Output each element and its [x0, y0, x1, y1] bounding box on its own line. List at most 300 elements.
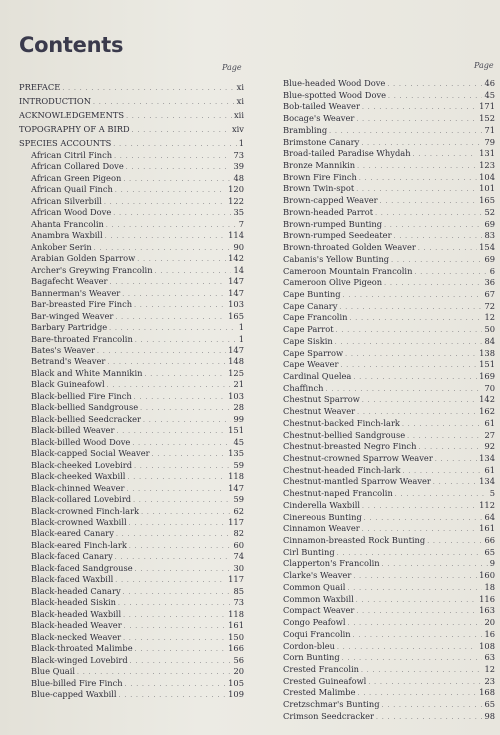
toc-entry [283, 137, 495, 149]
dot-leader [326, 384, 483, 395]
entry-name: Brambling [283, 124, 328, 135]
entry-name: Black-crowned Finch-lark [31, 505, 140, 516]
entry-name: Chestnut-naped Francolin [283, 488, 393, 499]
dot-leader [137, 254, 226, 264]
entry-name: Chestnut-mantled Sparrow Weaver [283, 476, 431, 487]
toc-entry [19, 414, 244, 425]
entry-page-number: 116 [479, 593, 495, 604]
entry-page-number: 147 [228, 287, 244, 298]
entry-name: Black-bellied Seedcracker [31, 413, 141, 424]
entry-page-number: 52 [484, 206, 495, 217]
dot-leader [335, 337, 483, 348]
dot-leader [134, 461, 231, 471]
toc-entry [283, 523, 495, 535]
entry-name: Ankober Serin [31, 241, 92, 252]
dot-leader [356, 606, 477, 617]
dot-leader [93, 96, 235, 108]
toc-entry [19, 471, 244, 482]
entry-page-number: 1 [238, 138, 244, 148]
entry-name: Black-cheeked Lovebird [31, 459, 133, 470]
dot-leader [361, 138, 482, 149]
dot-leader [94, 243, 232, 253]
entry-page-number: 12 [484, 663, 495, 674]
entry-page-number: 71 [484, 124, 495, 135]
toc-entry [283, 547, 495, 559]
entry-name: Archer's Greywing Francolin [31, 264, 153, 275]
entry-page-number: xi [236, 82, 244, 92]
toc-entry [19, 437, 244, 448]
entry-page-number: 70 [484, 382, 495, 393]
entry-name: Common Waxbill [283, 593, 354, 604]
toc-entry [19, 460, 244, 471]
entry-page-number: 27 [484, 429, 495, 440]
dot-leader [107, 357, 226, 367]
dot-leader [347, 583, 482, 594]
toc-entry [283, 160, 495, 172]
entry-page-number: 61 [484, 417, 495, 428]
dot-leader [141, 507, 231, 517]
entry-name: Chestnut-bellied Sandgrouse [283, 429, 406, 440]
dot-leader [345, 349, 477, 360]
entry-name: Blue Quail [31, 666, 76, 677]
toc-entry [19, 230, 244, 241]
entry-name: Cirl Bunting [283, 546, 335, 557]
entry-page-number: 101 [479, 183, 495, 194]
toc-entry [283, 207, 495, 219]
entry-page-number: 14 [233, 264, 244, 275]
entry-name: African Silverbill [31, 195, 102, 206]
dot-leader [113, 208, 231, 218]
entry-page-number: 69 [484, 253, 495, 264]
dot-leader [126, 110, 232, 122]
entry-page-number: 151 [479, 359, 495, 370]
toc-entry [283, 312, 495, 324]
toc-entry [283, 324, 495, 336]
entry-page-number: 165 [228, 310, 244, 321]
toc-entry [283, 687, 495, 699]
entry-page-number: 9 [489, 558, 495, 569]
entry-page-number: 160 [479, 570, 495, 581]
entry-name: Bronze Mannikin [283, 160, 356, 171]
dot-leader [125, 679, 227, 689]
toc-entry [19, 253, 244, 264]
dot-leader [353, 571, 477, 582]
entry-page-number: 21 [233, 379, 244, 390]
contents-column-right [283, 78, 495, 723]
toc-entry [19, 506, 244, 517]
dot-leader [427, 536, 482, 547]
entry-name: Bob-tailed Weaver [283, 101, 360, 112]
dot-leader [384, 220, 482, 231]
entry-page-number: 45 [484, 89, 495, 100]
entry-name: Chestnut-headed Finch-lark [283, 464, 401, 475]
entry-page-number: 161 [228, 620, 244, 631]
entry-page-number: 134 [479, 453, 495, 463]
entry-name: Brown-capped Weaver [283, 195, 378, 206]
dot-leader [358, 688, 478, 699]
entry-name: Black-collared Lovebird [31, 494, 132, 505]
toc-entry [283, 242, 495, 254]
entry-page-number: 72 [484, 300, 495, 311]
toc-entry [283, 78, 495, 90]
dot-leader [110, 277, 227, 287]
entry-name: Black-necked Weaver [31, 631, 122, 642]
entry-name: Bar-breasted Fire Finch [31, 299, 133, 310]
dot-leader [77, 667, 231, 677]
dot-leader [357, 161, 477, 172]
entry-page-number: 6 [489, 265, 495, 276]
entry-page-number: 35 [233, 207, 244, 218]
dot-leader [387, 79, 482, 90]
toc-entry [19, 483, 244, 494]
entry-name: PREFACE [19, 82, 61, 92]
toc-entry [283, 254, 495, 266]
entry-page-number: 150 [228, 631, 244, 642]
entry-name: Brown-rumped Seedeater [283, 230, 392, 241]
toc-entry [283, 570, 495, 582]
entry-name: Cinnamon Weaver [283, 523, 360, 534]
dot-leader [116, 426, 226, 436]
page-title: Contents [19, 33, 124, 57]
entry-name: Cinderella Waxbill [283, 499, 361, 510]
entry-page-number: 69 [484, 218, 495, 229]
entry-page-number: 165 [479, 195, 495, 206]
dot-leader [155, 266, 232, 276]
entry-name: Cape Parrot [283, 324, 334, 335]
toc-entry [283, 558, 495, 570]
dot-leader [133, 495, 231, 505]
entry-name: Cape Weaver [283, 359, 339, 370]
entry-page-number: 20 [233, 666, 244, 677]
toc-entry [19, 528, 244, 539]
entry-page-number: 30 [233, 562, 244, 573]
entry-name: Bocage's Weaver [283, 113, 355, 124]
entry-page-number: 147 [228, 482, 244, 493]
entry-name: Compact Weaver [283, 605, 355, 616]
toc-entry [283, 406, 495, 418]
toc-entry [19, 425, 244, 436]
dot-leader [106, 220, 237, 230]
toc-entry [19, 136, 244, 150]
entry-page-number: 117 [228, 574, 244, 585]
toc-entry [19, 620, 244, 631]
dot-leader [135, 644, 227, 654]
dot-leader [353, 630, 483, 641]
dot-leader [115, 552, 232, 562]
entry-page-number: 18 [484, 581, 495, 592]
toc-entry [19, 655, 244, 666]
entry-page-number: 125 [228, 367, 244, 378]
entry-name: Brimstone Canary [283, 136, 360, 147]
dot-leader [337, 642, 477, 653]
entry-page-number: 154 [479, 242, 495, 253]
dot-leader [329, 126, 482, 137]
dot-leader [391, 255, 482, 266]
toc-entry [283, 488, 495, 500]
entry-name: Cape Canary [283, 300, 338, 311]
toc-entry [283, 476, 495, 488]
entry-name: Black-chinned Weaver [31, 482, 125, 493]
toc-entry [19, 207, 244, 218]
toc-entry [283, 230, 495, 242]
entry-page-number: 104 [479, 171, 495, 182]
dot-leader [382, 559, 488, 570]
entry-page-number: 148 [228, 356, 244, 367]
entry-name: Chaffinch [283, 382, 324, 393]
dot-leader [114, 151, 231, 161]
dot-leader [414, 267, 487, 278]
entry-name: Black-eared Canary [31, 528, 114, 539]
entry-name: Cameroon Mountain Francolin [283, 265, 413, 276]
dot-leader [116, 529, 231, 539]
entry-page-number: 152 [479, 113, 495, 124]
entry-name: Brown-headed Parrot [283, 206, 374, 217]
dot-leader [368, 677, 482, 688]
dot-leader [356, 184, 477, 195]
entry-page-number: 56 [233, 654, 244, 665]
toc-entry [283, 465, 495, 477]
entry-name: Congo Peafowl [283, 617, 346, 628]
entry-name: Ahanta Francolin [31, 218, 104, 229]
entry-name: Blue-capped Waxbill [31, 689, 117, 700]
dot-leader [152, 449, 227, 459]
entry-page-number: 1 [238, 333, 244, 344]
toc-entry [283, 629, 495, 641]
toc-entry [19, 540, 244, 551]
entry-name: Chestnut-crowned Sparrow Weaver [283, 453, 433, 463]
toc-entry [283, 101, 495, 113]
entry-name: Betrand's Weaver [31, 356, 106, 367]
toc-entry [283, 711, 495, 723]
entry-page-number: 65 [484, 699, 495, 710]
entry-name: Black-capped Social Weaver [31, 448, 150, 459]
entry-page-number: 166 [228, 643, 244, 654]
dot-leader [127, 472, 226, 482]
entry-page-number: 65 [484, 546, 495, 557]
toc-entry [283, 348, 495, 360]
entry-page-number: 118 [228, 608, 244, 619]
entry-page-number: 73 [233, 150, 244, 160]
dot-leader [376, 712, 482, 723]
entry-page-number: 48 [233, 172, 244, 183]
entry-page-number: 82 [233, 528, 244, 539]
toc-entry [19, 276, 244, 287]
entry-name: TOPOGRAPHY OF A BIRD [19, 124, 130, 134]
entry-name: Cape Francolin [283, 312, 348, 323]
dot-leader [132, 124, 230, 136]
entry-page-number: 163 [479, 605, 495, 616]
dot-leader [105, 231, 226, 241]
toc-entry [283, 582, 495, 594]
dot-leader [353, 372, 477, 383]
dot-leader [362, 102, 477, 113]
toc-entry [283, 125, 495, 137]
entry-page-number: 122 [228, 195, 244, 206]
dot-leader [97, 346, 226, 356]
entry-name: Bare-throated Francolin [31, 333, 133, 344]
toc-entry [283, 500, 495, 512]
dot-leader [402, 419, 482, 430]
toc-entry [283, 418, 495, 430]
toc-entry [19, 689, 244, 700]
entry-page-number: 39 [233, 161, 244, 172]
dot-leader [395, 489, 488, 500]
entry-name: Crested Francolin [283, 663, 359, 674]
entry-name: Chestnut Sparrow [283, 394, 360, 405]
dot-leader [135, 564, 232, 574]
entry-page-number: 60 [233, 539, 244, 550]
dot-leader [107, 380, 232, 390]
toc-entry [19, 379, 244, 390]
toc-entry [283, 430, 495, 442]
entry-page-number: 168 [479, 687, 495, 698]
entry-page-number: 28 [233, 402, 244, 413]
entry-page-number: 114 [228, 230, 244, 241]
entry-page-number: 79 [484, 136, 495, 147]
toc-entry [19, 299, 244, 310]
dot-leader [394, 231, 483, 242]
entry-page-number: 135 [228, 448, 244, 459]
toc-entry [283, 301, 495, 313]
toc-entry [283, 641, 495, 653]
entry-page-number: 62 [233, 505, 244, 516]
entry-page-number: 105 [228, 677, 244, 688]
entry-name: Cape Sparrow [283, 347, 344, 358]
entry-name: Black-billed Wood Dove [31, 436, 131, 447]
dot-leader [140, 403, 231, 413]
entry-name: Black-faced Canary [31, 551, 113, 562]
entry-page-number: 59 [233, 494, 244, 505]
entry-name: Black-faced Waxbill [31, 574, 114, 585]
entry-page-number: 67 [484, 288, 495, 299]
toc-entry [283, 359, 495, 371]
entry-page-number: 64 [484, 511, 495, 522]
toc-entry [19, 334, 244, 345]
toc-entry [283, 453, 495, 465]
contents-column-left [19, 80, 244, 701]
toc-entry [283, 371, 495, 383]
dot-leader [388, 91, 482, 102]
entry-page-number: 1 [238, 322, 244, 333]
entry-name: Blue-headed Wood Dove [283, 78, 386, 88]
dot-leader [435, 454, 477, 465]
entry-page-number: 161 [479, 523, 495, 534]
entry-name: African Green Pigeon [31, 172, 122, 183]
dot-leader [132, 438, 231, 448]
dot-leader [135, 335, 237, 345]
dot-leader [143, 415, 231, 425]
entry-name: Black-cheeked Waxbill [31, 471, 126, 482]
entry-name: Anambra Waxbill [31, 230, 103, 241]
entry-name: Crested Guineafowl [283, 675, 367, 686]
entry-name: Cinereous Bunting [283, 511, 362, 522]
toc-entry [19, 108, 244, 122]
entry-page-number: 118 [228, 471, 244, 482]
dot-leader [127, 484, 227, 494]
toc-entry [283, 383, 495, 395]
dot-leader [362, 501, 477, 512]
entry-page-number: 120 [228, 184, 244, 195]
entry-name: Corn Bunting [283, 652, 340, 663]
entry-name: Cameroon Olive Pigeon [283, 277, 383, 288]
entry-page-number: 147 [228, 276, 244, 287]
toc-entry [19, 609, 244, 620]
dot-leader [113, 138, 236, 150]
entry-page-number: 84 [484, 335, 495, 346]
entry-name: Brown Fire Finch [283, 171, 357, 182]
entry-name: Black-throated Malimbe [31, 643, 133, 654]
dot-leader [62, 82, 234, 94]
toc-entry [283, 90, 495, 102]
entry-page-number: 138 [479, 347, 495, 358]
dot-leader [123, 587, 232, 597]
entry-page-number: 98 [484, 710, 495, 721]
dot-leader [382, 700, 483, 711]
entry-page-number: 169 [479, 370, 495, 381]
entry-name: Cabanis's Yellow Bunting [283, 253, 390, 264]
entry-name: African Collared Dove [31, 161, 124, 172]
dot-leader [134, 300, 226, 310]
toc-entry [19, 574, 244, 585]
dot-leader [129, 541, 232, 551]
entry-name: Black-faced Sandgrouse [31, 562, 133, 573]
toc-entry [19, 391, 244, 402]
entry-name: Chestnut-breasted Negro Finch [283, 441, 417, 452]
entry-page-number: xi [236, 96, 244, 106]
dot-leader [403, 466, 483, 477]
toc-entry [19, 161, 244, 172]
toc-entry [19, 150, 244, 161]
entry-name: Black-bellied Fire Finch [31, 390, 132, 401]
dot-leader [380, 196, 478, 207]
toc-entry [19, 322, 244, 333]
dot-leader [115, 312, 226, 322]
entry-name: Broad-tailed Paradise Whydah [283, 148, 411, 159]
entry-page-number: 45 [233, 436, 244, 447]
toc-entry [283, 183, 495, 195]
entry-name: INTRODUCTION [19, 96, 91, 106]
entry-page-number: 83 [484, 230, 495, 241]
dot-leader [384, 278, 482, 289]
entry-name: Common Quail [283, 581, 346, 592]
toc-entry [283, 605, 495, 617]
entry-name: Black-headed Weaver [31, 620, 122, 631]
dot-leader [115, 185, 226, 195]
dot-leader [361, 665, 482, 676]
toc-entry [19, 597, 244, 608]
entry-name: Clarke's Weaver [283, 570, 352, 581]
entry-name: Chestnut Weaver [283, 406, 356, 417]
entry-name: Crested Malimbe [283, 687, 356, 698]
entry-page-number: 36 [484, 277, 495, 288]
entry-page-number: 92 [484, 441, 495, 452]
toc-entry [19, 345, 244, 356]
entry-page-number: 20 [484, 617, 495, 628]
dot-leader [123, 174, 231, 184]
entry-name: Blue-billed Fire Finch [31, 677, 123, 688]
dot-leader [407, 431, 482, 442]
toc-entry [283, 148, 495, 160]
entry-name: Black-billed Weaver [31, 425, 115, 436]
toc-entry [283, 394, 495, 406]
entry-name: Black Guineafowl [31, 379, 105, 390]
toc-entry [283, 195, 495, 207]
entry-page-number: 12 [484, 312, 495, 323]
dot-leader [362, 395, 477, 406]
entry-name: Brown Twin-spot [283, 183, 355, 194]
toc-entry [283, 277, 495, 289]
dot-leader [433, 477, 477, 488]
